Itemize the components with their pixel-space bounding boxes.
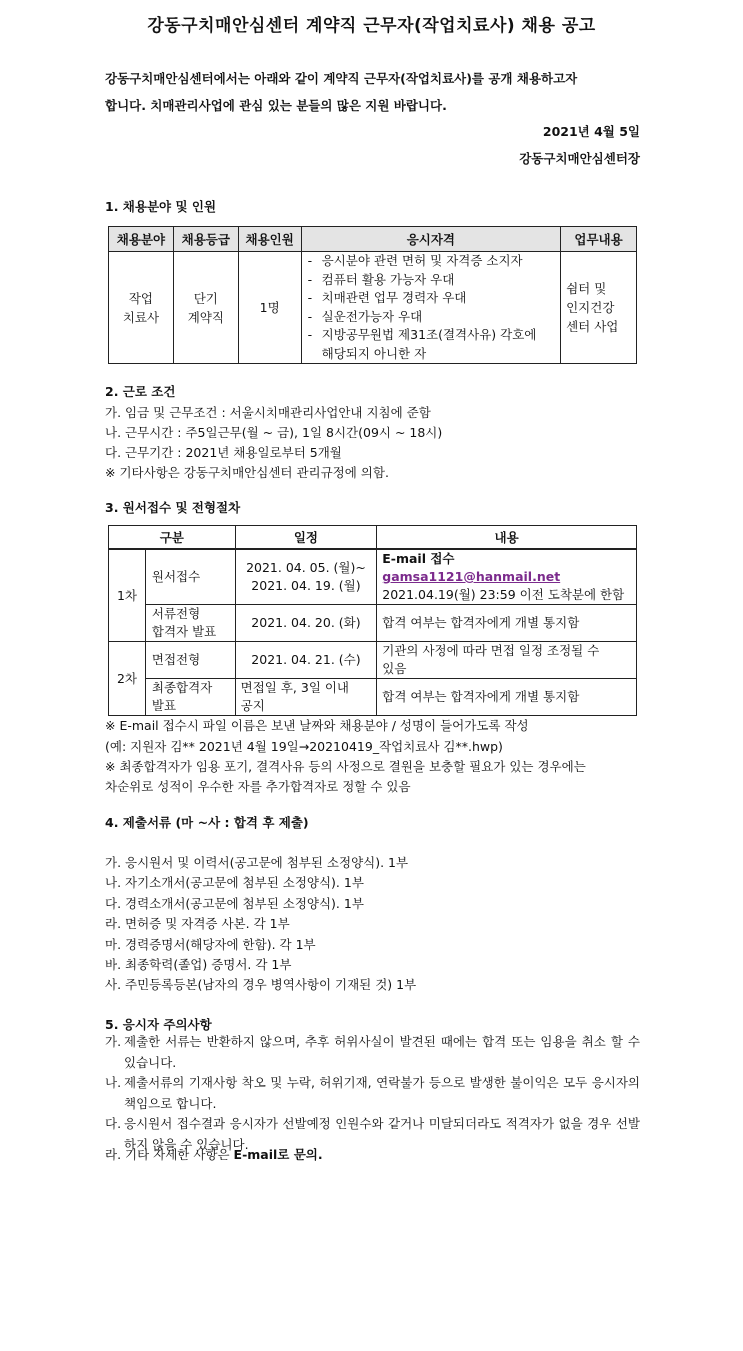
table-header-row	[109, 227, 637, 252]
caution-item-last: 라. 기타 자세한 사항은 E-mail로 문의.	[105, 1147, 323, 1162]
content-document-screening: 합격 여부는 합격자에게 개별 통지함	[377, 605, 637, 642]
document-item: 바. 최종학력(졸업) 증명서. 각 1부	[105, 957, 292, 972]
header-duties: 업무내용	[561, 227, 637, 252]
header-field: 채용분야	[109, 227, 174, 252]
procedure-note: ※ 최종합격자가 임용 포기, 결격사유 등의 사정으로 결원을 보충할 필요가 있는 경우에는	[105, 759, 586, 774]
caution-label: 다.	[105, 1116, 122, 1131]
dash-bullet: -	[307, 308, 313, 324]
grade-cell	[173, 252, 238, 364]
field-cell	[109, 252, 174, 364]
qualification-item: - 치매관련 업무 경력자 우대	[308, 289, 560, 308]
document-item: 사. 주민등록등본(남자의 경우 병역사항이 기재된 것) 1부	[105, 977, 417, 992]
signer: 강동구치매안심센터장	[519, 151, 640, 166]
caution-label: 나.	[105, 1075, 122, 1090]
work-condition-note: ※ 기타사항은 강동구치매안심센터 관리규정에 의함.	[105, 465, 389, 480]
round-1-label: 1차	[109, 549, 146, 642]
field-line: 치료사	[122, 309, 160, 325]
procedure-note: 차순위로 성적이 우수한 자를 추가합격자로 정할 수 있음	[105, 779, 411, 794]
dash-bullet: -	[307, 290, 313, 305]
procedure-table	[108, 525, 637, 716]
document-item: 마. 경력증명서(해당자에 한함). 각 1부	[105, 937, 316, 952]
duties-line: 인지건강	[566, 300, 615, 315]
step-document-screening: 서류전형 합격자 발표	[145, 605, 235, 642]
content-interview: 기관의 사정에 따라 면접 일정 조정될 수 있음	[377, 642, 637, 679]
step-interview: 면접전형	[145, 642, 235, 679]
section-5-heading: 5. 응시자 주의사항	[105, 1017, 212, 1032]
caution-label: 가.	[105, 1034, 122, 1049]
schedule-final-announcement: 면접일 후, 3일 이내 공지	[235, 679, 377, 716]
round-2-label: 2차	[109, 642, 146, 716]
section-4-heading: 4. 제출서류 (마 ~사 : 합격 후 제출)	[105, 815, 309, 830]
intro-line-1: 강동구치매안심센터에서는 아래와 같이 계약직 근무자(작업치료사)를 공개 채용하고자	[105, 71, 578, 86]
caution-text: 응시원서 접수결과 응시자가 선발예정 인원수와 같거나 미달되더라도 적격자가 없을 경우 선발하지 않을 수 있습니다.	[124, 1116, 640, 1152]
duties-cell	[561, 252, 637, 364]
procedure-note: (예: 지원자 김** 2021년 4월 19일→20210419_작업치료사 김**.hwp)	[105, 739, 503, 754]
recruitment-table	[108, 226, 637, 364]
caution-item	[105, 1072, 640, 1114]
content-final-announcement: 합격 여부는 합격자에게 개별 통지함	[377, 679, 637, 716]
dash-bullet: -	[307, 271, 313, 287]
count-cell: 1명	[238, 252, 301, 364]
duties-line: 센터 사업	[566, 319, 619, 334]
section-3-heading: 3. 원서접수 및 전형절차	[105, 500, 241, 515]
qualification-item: - 지방공무원법 제31조(결격사유) 각호에	[308, 326, 560, 345]
document-item: 나. 자기소개서(공고문에 첨부된 소정양식). 1부	[105, 875, 364, 890]
step-application: 원서접수	[145, 549, 235, 605]
table-header-row	[109, 526, 637, 550]
table-row	[109, 679, 637, 716]
grade-line: 단기	[193, 290, 218, 306]
work-condition-line: 나. 근무시간 : 주5일근무(월 ~ 금), 1일 8시간(09시 ~ 18시)	[105, 425, 443, 440]
header-qualification: 응시자격	[301, 227, 560, 252]
grade-line: 계약직	[187, 309, 224, 325]
document-item: 라. 면허증 및 자격증 사본. 각 1부	[105, 916, 290, 931]
schedule-interview: 2021. 04. 21. (수)	[235, 642, 377, 679]
caution-item	[105, 1031, 640, 1073]
schedule-application: 2021. 04. 05. (월)~ 2021. 04. 19. (월)	[235, 549, 377, 605]
field-line: 작업	[128, 290, 154, 306]
header-grade: 채용등급	[173, 227, 238, 252]
content-application: E-mail 접수 gamsa1121@hanmail.net 2021.04.19(월) 23:59 이전 도착분에 한함	[377, 549, 637, 605]
dash-bullet: -	[307, 327, 313, 342]
work-condition-line: 다. 근무기간 : 2021년 채용일로부터 5개월	[105, 445, 342, 460]
qualification-item: - 응시분야 관련 면허 및 자격증 소지자	[308, 252, 560, 271]
email-link[interactable]: gamsa1121@hanmail.net	[382, 569, 561, 584]
table-row	[109, 252, 637, 364]
document-item: 다. 경력소개서(공고문에 첨부된 소정양식). 1부	[105, 896, 364, 911]
qualification-continuation: 해당되지 아니한 자	[321, 345, 427, 361]
schedule-document-screening: 2021. 04. 20. (화)	[235, 605, 377, 642]
table-row	[109, 605, 637, 642]
document-item: 가. 응시원서 및 이력서(공고문에 첨부된 소정양식). 1부	[105, 855, 409, 870]
table-row	[109, 642, 637, 679]
header-count: 채용인원	[238, 227, 301, 252]
duties-line: 쉼터 및	[566, 281, 607, 296]
dash-bullet: -	[307, 253, 313, 268]
work-condition-line: 가. 임금 및 근무조건 : 서울시치매관리사업안내 지침에 준함	[105, 405, 431, 420]
procedure-note: ※ E-mail 접수시 파일 이름은 보낸 날짜와 채용분야 / 성명이 들어가도록 작성	[105, 718, 529, 733]
header-content: 내용	[377, 526, 637, 550]
header-schedule: 일정	[235, 526, 377, 550]
step-final-announcement: 최종합격자 발표	[145, 679, 235, 716]
qualification-cell	[301, 252, 560, 364]
caution-text: 제출서류의 기재사항 착오 및 누락, 허위기재, 연락불가 등으로 발생한 불이익은 모두 응시자의 책임으로 합니다.	[124, 1075, 640, 1111]
section-2-heading: 2. 근로 조건	[105, 384, 176, 399]
page-title: 강동구치매안심센터 계약직 근무자(작업치료사) 채용 공고	[147, 16, 596, 36]
header-division: 구분	[109, 526, 236, 550]
caution-text: 제출한 서류는 반환하지 않으며, 추후 허위사실이 발견된 때에는 합격 또는 임용을 취소 할 수 있습니다.	[124, 1034, 640, 1070]
table-row	[109, 549, 637, 605]
intro-line-2: 합니다. 치매관리사업에 관심 있는 분들의 많은 지원 바랍니다.	[105, 98, 447, 113]
qualification-item: - 실운전가능자 우대	[308, 308, 560, 327]
section-1-heading: 1. 채용분야 및 인원	[105, 199, 217, 214]
notice-date: 2021년 4월 5일	[542, 124, 640, 139]
qualification-item: - 컴퓨터 활용 가능자 우대	[308, 271, 560, 290]
